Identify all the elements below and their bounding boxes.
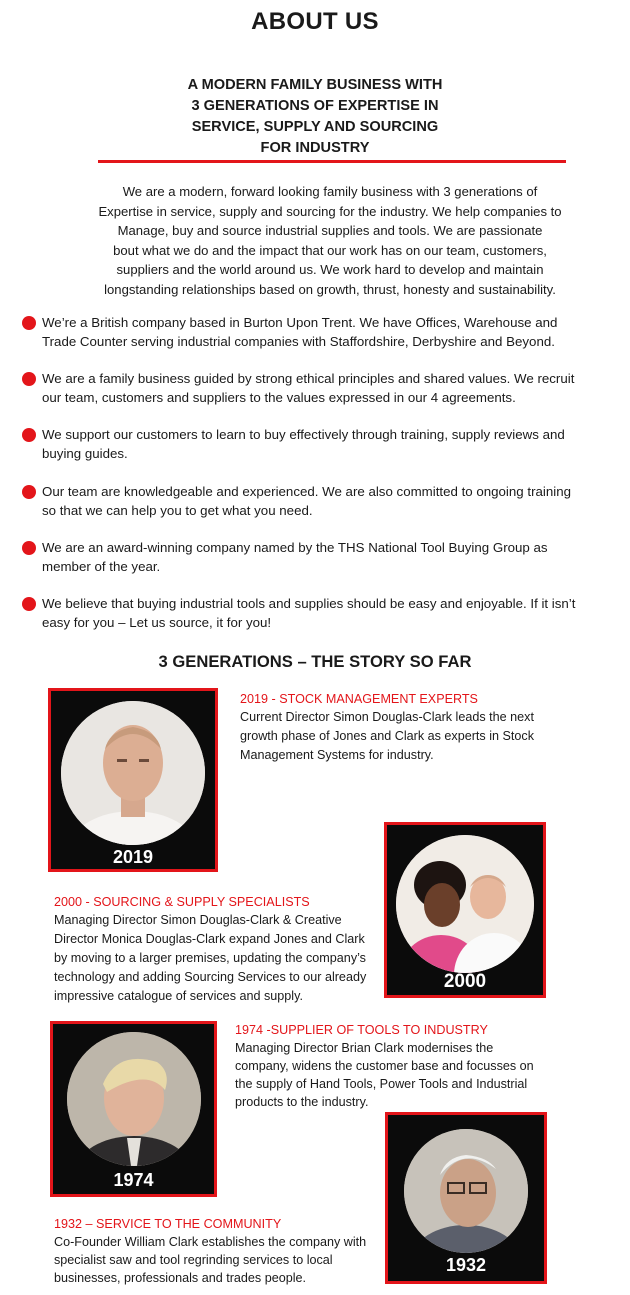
bullet-line: We’re a British company based in Burton Upon Trent. We have Offices, Warehouse and xyxy=(42,315,558,330)
entry-heading: 1974 -SUPPLIER OF TOOLS TO INDUSTRY xyxy=(235,1023,488,1037)
entry-line: growth phase of Jones and Clark as experts in Stock xyxy=(240,729,535,743)
entry-line: businesses, professionals and trades people. xyxy=(54,1271,307,1285)
entry-line: impressive catalogue of services and supply. xyxy=(54,989,303,1003)
red-bullet-icon xyxy=(22,485,36,499)
portrait-circle xyxy=(67,1032,201,1166)
portrait-circle xyxy=(404,1129,528,1253)
year-label: 2019 xyxy=(112,847,154,867)
red-bullet-icon xyxy=(22,372,36,386)
entry-line: Director Monica Douglas-Clark expand Jones and Clark xyxy=(54,932,365,946)
intro-paragraph xyxy=(70,182,590,299)
bullet-line: member of the year. xyxy=(42,559,161,575)
intro-line: suppliers and the world around us. We work hard to develop and maintain xyxy=(116,262,544,277)
bullet-line: Our team are knowledgeable and experienced. We are also committed to ongoing training xyxy=(42,484,571,499)
year-label: 2000 xyxy=(443,971,487,992)
timeline-entry-2019 xyxy=(240,690,540,765)
bullet-line: We are a family business guided by strong ethical principles and shared values. We recruit xyxy=(42,371,575,386)
bullet-item xyxy=(22,425,622,464)
portrait-circle xyxy=(61,701,205,845)
red-divider xyxy=(98,160,566,163)
subtitle-line: 3 GENERATIONS OF EXPERTISE IN xyxy=(191,98,439,114)
red-bullet-icon xyxy=(22,316,36,330)
year-label: 1974 xyxy=(113,1170,154,1190)
bullet-line: so that we can help you to get what you need. xyxy=(42,503,313,519)
intro-line: We are a modern, forward looking family business with 3 generations of xyxy=(122,184,538,199)
portrait-1974 xyxy=(50,1021,217,1197)
entry-line: Co-Founder William Clark establishes the company with xyxy=(54,1235,367,1249)
entry-line: the supply of Hand Tools, Power Tools and Industrial xyxy=(235,1077,528,1091)
couple-portrait-icon xyxy=(396,835,534,973)
bullet-item xyxy=(22,594,622,633)
bullet-line: buying guides. xyxy=(42,446,128,462)
bullet-line: Trade Counter serving industrial companies with Staffordshire, Derbyshire and Beyond. xyxy=(42,334,555,350)
entry-line: Current Director Simon Douglas-Clark leads the next xyxy=(240,710,534,724)
page-subtitle xyxy=(0,75,630,159)
entry-line: company, widens the customer base and focusses on xyxy=(235,1059,534,1073)
bullet-line: easy for you – Let us source, it for you! xyxy=(42,615,272,631)
page-title: ABOUT US xyxy=(251,8,379,35)
bullet-line: We believe that buying industrial tools and supplies should be easy and enjoyable. If it isn’t xyxy=(42,596,576,611)
entry-line: Managing Director Simon Douglas-Clark & Creative xyxy=(54,913,342,927)
subtitle-line: FOR INDUSTRY xyxy=(260,140,370,156)
entry-line: Management Systems for industry. xyxy=(240,748,434,762)
entry-line: Managing Director Brian Clark modernises the xyxy=(235,1041,494,1055)
entry-line: technology and adding Sourcing Services to our already xyxy=(54,970,367,984)
portrait-2000 xyxy=(384,822,546,998)
portrait-2019 xyxy=(48,688,218,872)
entry-heading: 2000 - SOURCING & SUPPLY SPECIALISTS xyxy=(54,895,310,909)
bullet-item xyxy=(22,369,622,408)
intro-line: Manage, buy and source industrial supplies and tools. We are passionate xyxy=(117,223,543,238)
timeline-entry-2000 xyxy=(54,893,384,1006)
bullet-item xyxy=(22,482,622,521)
timeline-entry-1932 xyxy=(54,1215,384,1287)
year-label: 1932 xyxy=(445,1255,487,1275)
bullet-item xyxy=(22,313,622,352)
portrait-1932 xyxy=(385,1112,547,1284)
entry-heading: 1932 – SERVICE TO THE COMMUNITY xyxy=(54,1217,282,1231)
man-portrait-icon xyxy=(61,701,205,845)
timeline-entry-1974 xyxy=(235,1021,545,1111)
bullet-line: We are an award-winning company named by the THS National Tool Buying Group as xyxy=(42,540,548,555)
red-bullet-icon xyxy=(22,597,36,611)
intro-line: bout what we do and the impact that our work has on our team, customers, xyxy=(113,242,547,258)
intro-line: Expertise in service, supply and sourcing for the industry. We help companies to xyxy=(98,203,562,219)
entry-heading: 2019 - STOCK MANAGEMENT EXPERTS xyxy=(240,692,478,706)
subtitle-line: A MODERN FAMILY BUSINESS WITH xyxy=(187,77,443,93)
red-bullet-icon xyxy=(22,541,36,555)
portrait-circle xyxy=(396,835,534,973)
subtitle-line: SERVICE, SUPPLY AND SOURCING xyxy=(191,119,439,135)
entry-line: specialist saw and tool regrinding services to local xyxy=(54,1253,333,1267)
bullet-line: We support our customers to learn to buy effectively through training, supply reviews and xyxy=(42,427,565,442)
entry-line: by moving to a larger premises, updating the company’s xyxy=(54,951,366,965)
story-title: 3 GENERATIONS – THE STORY SO FAR xyxy=(158,652,472,671)
intro-line: longstanding relationships based on growth, thrust, honesty and sustainability. xyxy=(104,281,556,297)
bullet-item xyxy=(22,538,622,577)
man-portrait-icon xyxy=(404,1129,528,1253)
entry-line: products to the industry. xyxy=(235,1095,369,1109)
bullet-line: our team, customers and suppliers to the values expressed in our 4 agreements. xyxy=(42,390,516,406)
man-portrait-icon xyxy=(67,1032,201,1166)
red-bullet-icon xyxy=(22,428,36,442)
